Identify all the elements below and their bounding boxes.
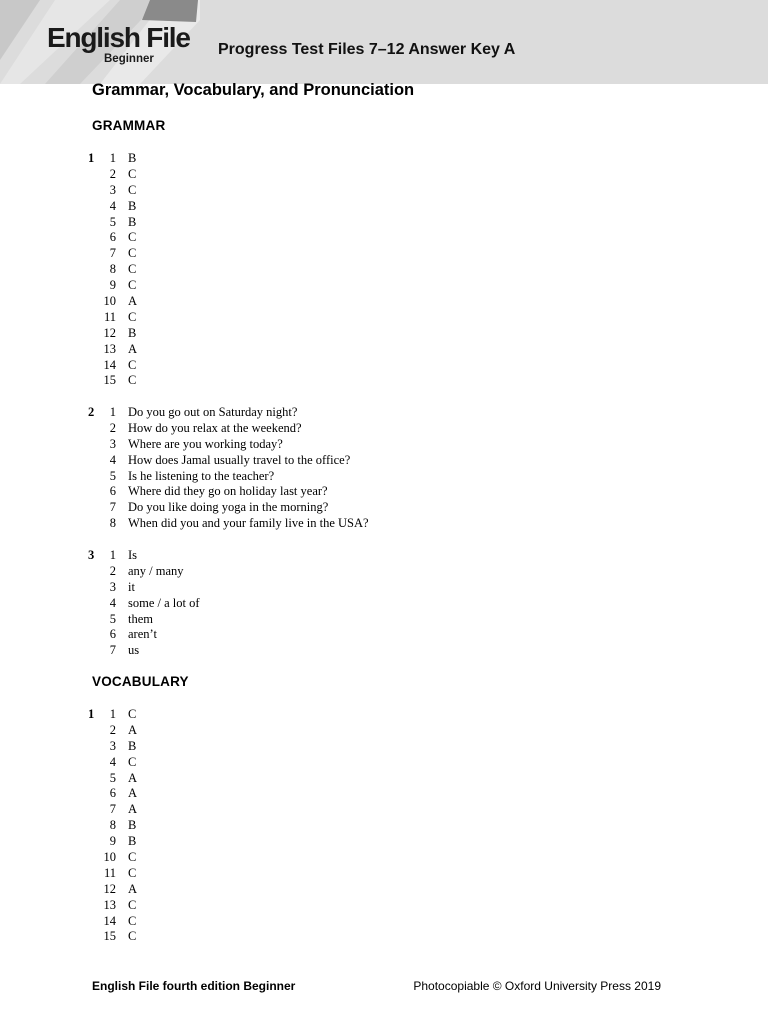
answer-text: A <box>128 294 138 309</box>
answer-text: C <box>128 262 137 277</box>
answer-row <box>88 405 648 421</box>
answer-text: B <box>128 818 137 833</box>
item-number: 6 <box>109 230 116 245</box>
answer-row <box>88 373 648 389</box>
answer-row <box>88 612 648 628</box>
answer-text: C <box>128 373 137 388</box>
answer-row <box>88 771 648 787</box>
answer-text: C <box>128 357 137 372</box>
answer-row <box>88 516 648 532</box>
answer-text: C <box>128 182 137 197</box>
exercise-number: 2 <box>88 405 95 419</box>
answer-text: Do you like doing yoga in the morning? <box>128 500 329 515</box>
answer-text: A <box>128 881 138 896</box>
item-number: 11 <box>103 309 116 324</box>
answer-row <box>88 707 648 723</box>
answer-row <box>88 167 648 183</box>
answer-row <box>88 246 648 262</box>
item-number: 13 <box>103 341 116 356</box>
answer-row <box>88 278 648 294</box>
item-number: 2 <box>109 166 116 181</box>
answer-text: Is he listening to the teacher? <box>128 468 275 483</box>
item-number: 1 <box>109 405 116 419</box>
answer-row <box>88 199 648 215</box>
item-number: 2 <box>109 722 116 737</box>
answer-text: C <box>128 707 137 721</box>
answer-text: B <box>128 198 137 213</box>
answer-text: them <box>128 611 153 626</box>
answer-text: us <box>128 643 140 658</box>
answer-row <box>88 310 648 326</box>
answer-text: any / many <box>128 563 184 578</box>
item-number: 8 <box>109 262 116 277</box>
answer-row <box>88 627 648 643</box>
answer-text: B <box>128 834 137 849</box>
answer-row <box>88 723 648 739</box>
item-number: 13 <box>103 897 116 912</box>
answer-row <box>88 500 648 516</box>
item-number: 4 <box>109 595 116 610</box>
item-number: 7 <box>109 246 116 261</box>
answer-row <box>88 596 648 612</box>
grammar-exercise-2 <box>88 405 648 532</box>
answer-row <box>88 548 648 564</box>
exercise-number: 3 <box>88 548 95 562</box>
answer-text: A <box>128 770 138 785</box>
answer-row <box>88 802 648 818</box>
item-number: 9 <box>109 834 116 849</box>
answer-text: A <box>128 786 138 801</box>
item-number: 14 <box>103 357 116 372</box>
answer-text: C <box>128 850 137 865</box>
item-number: 3 <box>109 182 116 197</box>
answer-text: How do you relax at the weekend? <box>128 420 302 435</box>
item-number: 7 <box>109 802 116 817</box>
answer-text: How does Jamal usually travel to the office? <box>128 452 351 467</box>
answer-row <box>88 469 648 485</box>
answer-row <box>88 755 648 771</box>
answer-row <box>88 739 648 755</box>
item-number: 10 <box>103 850 116 865</box>
item-number: 4 <box>109 754 116 769</box>
grammar-exercise-1 <box>88 151 648 389</box>
answer-text: C <box>128 166 137 181</box>
item-number: 2 <box>109 420 116 435</box>
item-number: 1 <box>109 548 116 562</box>
document-title: Progress Test Files 7–12 Answer Key A <box>218 41 516 58</box>
answer-text: Where are you working today? <box>128 436 283 451</box>
item-number: 6 <box>109 484 116 499</box>
answer-row <box>88 453 648 469</box>
answer-text: A <box>128 802 138 817</box>
answer-row <box>88 230 648 246</box>
item-number: 8 <box>109 516 116 531</box>
answer-row <box>88 421 648 437</box>
item-number: 7 <box>109 500 116 515</box>
answer-row <box>88 643 648 659</box>
answer-row <box>88 262 648 278</box>
answer-text: C <box>128 897 137 912</box>
answer-row <box>88 882 648 898</box>
vocabulary-heading: VOCABULARY <box>92 674 189 689</box>
answer-text: B <box>128 214 137 229</box>
item-number: 1 <box>109 707 116 721</box>
item-number: 12 <box>103 881 116 896</box>
item-number: 4 <box>109 452 116 467</box>
answer-text: C <box>128 865 137 880</box>
answer-row <box>88 326 648 342</box>
item-number: 12 <box>103 325 116 340</box>
item-number: 4 <box>109 198 116 213</box>
footer-edition: English File fourth edition Beginner <box>92 979 296 993</box>
answer-text: C <box>128 309 137 324</box>
answer-text: A <box>128 341 138 356</box>
footer-copyright: Photocopiable © Oxford University Press 2019 <box>413 979 661 993</box>
answer-row <box>88 484 648 500</box>
answer-row <box>88 437 648 453</box>
answer-row <box>88 866 648 882</box>
answer-row <box>88 850 648 866</box>
section-title: Grammar, Vocabulary, and Pronunciation <box>92 81 415 99</box>
brand-logo-text: English File <box>47 22 190 53</box>
exercise-number: 1 <box>88 151 95 165</box>
answer-row <box>88 342 648 358</box>
answer-row <box>88 151 648 167</box>
exercise-number: 1 <box>88 707 95 721</box>
answer-row <box>88 358 648 374</box>
answer-text: C <box>128 929 137 944</box>
answer-text: C <box>128 913 137 928</box>
item-number: 15 <box>103 929 116 944</box>
answer-text: C <box>128 754 137 769</box>
answer-text: Where did they go on holiday last year? <box>128 484 328 499</box>
item-number: 7 <box>109 643 116 658</box>
item-number: 11 <box>103 865 116 880</box>
answer-row <box>88 914 648 930</box>
item-number: 2 <box>109 563 116 578</box>
item-number: 9 <box>109 278 116 293</box>
answer-row <box>88 834 648 850</box>
answer-text: When did you and your family live in the USA? <box>128 516 369 531</box>
grammar-heading: GRAMMAR <box>92 118 166 133</box>
answer-text: it <box>128 579 135 594</box>
answer-row <box>88 564 648 580</box>
item-number: 6 <box>109 627 116 642</box>
answer-row <box>88 215 648 231</box>
item-number: 6 <box>109 786 116 801</box>
answer-text: Is <box>128 548 138 562</box>
answer-text: C <box>128 246 137 261</box>
item-number: 5 <box>109 611 116 626</box>
item-number: 10 <box>103 294 116 309</box>
header-band <box>0 0 768 84</box>
item-number: 5 <box>109 468 116 483</box>
item-number: 5 <box>109 214 116 229</box>
item-number: 5 <box>109 770 116 785</box>
answer-text: B <box>128 151 137 165</box>
item-number: 3 <box>109 738 116 753</box>
vocabulary-exercise-1 <box>88 707 648 945</box>
brand-level: Beginner <box>104 53 154 65</box>
answer-text: A <box>128 722 138 737</box>
answer-row <box>88 786 648 802</box>
item-number: 1 <box>109 151 116 165</box>
item-number: 14 <box>103 913 116 928</box>
grammar-exercise-3 <box>88 548 648 659</box>
answer-text: aren’t <box>128 627 157 642</box>
answer-row <box>88 183 648 199</box>
item-number: 3 <box>109 579 116 594</box>
answer-text: C <box>128 278 137 293</box>
item-number: 15 <box>103 373 116 388</box>
answer-text: B <box>128 325 137 340</box>
answer-row <box>88 929 648 945</box>
answer-text: some / a lot of <box>128 595 200 610</box>
answer-row <box>88 898 648 914</box>
answer-row <box>88 818 648 834</box>
answer-text: B <box>128 738 137 753</box>
answer-row <box>88 294 648 310</box>
item-number: 3 <box>109 436 116 451</box>
answer-text: Do you go out on Saturday night? <box>128 405 298 419</box>
answer-row <box>88 580 648 596</box>
item-number: 8 <box>109 818 116 833</box>
answer-text: C <box>128 230 137 245</box>
